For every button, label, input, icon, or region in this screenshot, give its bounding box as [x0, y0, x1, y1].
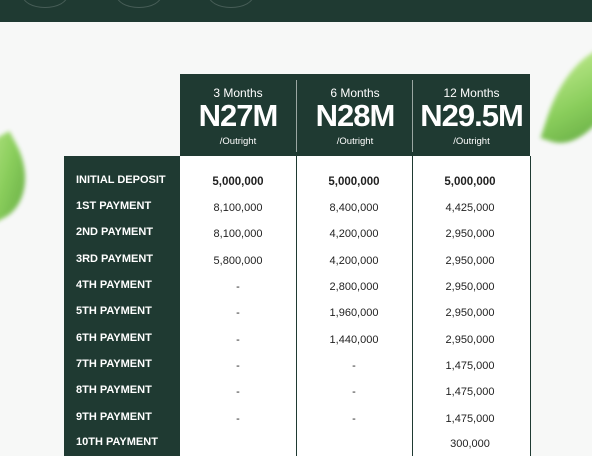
table-cell: 1,440,000	[329, 334, 379, 346]
row-label: 1ST PAYMENT	[76, 200, 152, 212]
plan-price: N27M	[198, 98, 278, 133]
table-cell: -	[352, 386, 356, 398]
table-cell: -	[236, 334, 240, 346]
table-cell: 1,475,000	[445, 360, 495, 372]
row-label: 9TH PAYMENT	[76, 411, 152, 423]
plan-note: /Outright	[453, 136, 490, 147]
plan-header	[180, 74, 296, 156]
plan-duration: 12 Months	[443, 86, 500, 100]
row-label: 5TH PAYMENT	[76, 305, 152, 317]
plan-duration: 6 Months	[330, 86, 380, 100]
table-cell: 1,475,000	[445, 386, 495, 398]
header-divider	[296, 80, 297, 152]
circle-decoration	[208, 0, 254, 8]
row-label: 2ND PAYMENT	[76, 226, 154, 238]
row-label: 6TH PAYMENT	[76, 332, 152, 344]
circle-decoration	[116, 0, 162, 8]
table-cell: -	[236, 281, 240, 293]
plan-header	[413, 74, 530, 156]
table-cell: -	[352, 360, 356, 372]
table-cell: 8,100,000	[213, 202, 263, 214]
table-cell: 8,100,000	[213, 228, 263, 240]
plan-price: N29.5M	[420, 98, 523, 133]
table-cell: 8,400,000	[329, 202, 379, 214]
table-cell: 2,950,000	[445, 228, 495, 240]
row-label: 4TH PAYMENT	[76, 279, 152, 291]
plan-price: N28M	[315, 98, 395, 133]
table-cell: -	[236, 386, 240, 398]
table-cell: 2,800,000	[329, 281, 379, 293]
table-cell: 1,960,000	[329, 307, 379, 319]
table-cell: 4,200,000	[329, 228, 379, 240]
top-banner	[0, 0, 592, 22]
table-cell: 2,950,000	[445, 307, 495, 319]
table-cell: 2,950,000	[445, 281, 495, 293]
table-cell: -	[352, 413, 356, 425]
table-cell: 4,425,000	[445, 202, 495, 214]
row-label: INITIAL DEPOSIT	[76, 174, 166, 186]
table-cell: 5,000,000	[444, 176, 496, 188]
leaf-decoration-left	[0, 131, 44, 223]
table-cell: 5,000,000	[328, 176, 380, 188]
header-divider	[412, 80, 413, 152]
table-cell: 300,000	[450, 438, 490, 450]
row-label: 10TH PAYMENT	[76, 436, 158, 448]
table-cell: 2,950,000	[445, 255, 495, 267]
table-cell: -	[236, 360, 240, 372]
plan-note: /Outright	[219, 136, 257, 147]
row-label: 8TH PAYMENT	[76, 384, 152, 396]
plan-note: /Outright	[336, 136, 374, 147]
table-cell: 2,950,000	[445, 334, 495, 346]
table-cell: 5,800,000	[213, 255, 263, 267]
table-cell: 4,200,000	[329, 255, 379, 267]
row-label: 7TH PAYMENT	[76, 358, 152, 370]
table-cell: 5,000,000	[212, 176, 264, 188]
table-cell: 1,475,000	[445, 413, 495, 425]
plan-duration: 3 Months	[213, 86, 263, 100]
table-cell: -	[236, 413, 240, 425]
plan-header	[297, 74, 413, 156]
circle-decoration	[22, 0, 68, 8]
leaf-decoration-right	[540, 33, 592, 156]
row-label: 3RD PAYMENT	[76, 253, 154, 265]
table-cell: -	[236, 307, 240, 319]
